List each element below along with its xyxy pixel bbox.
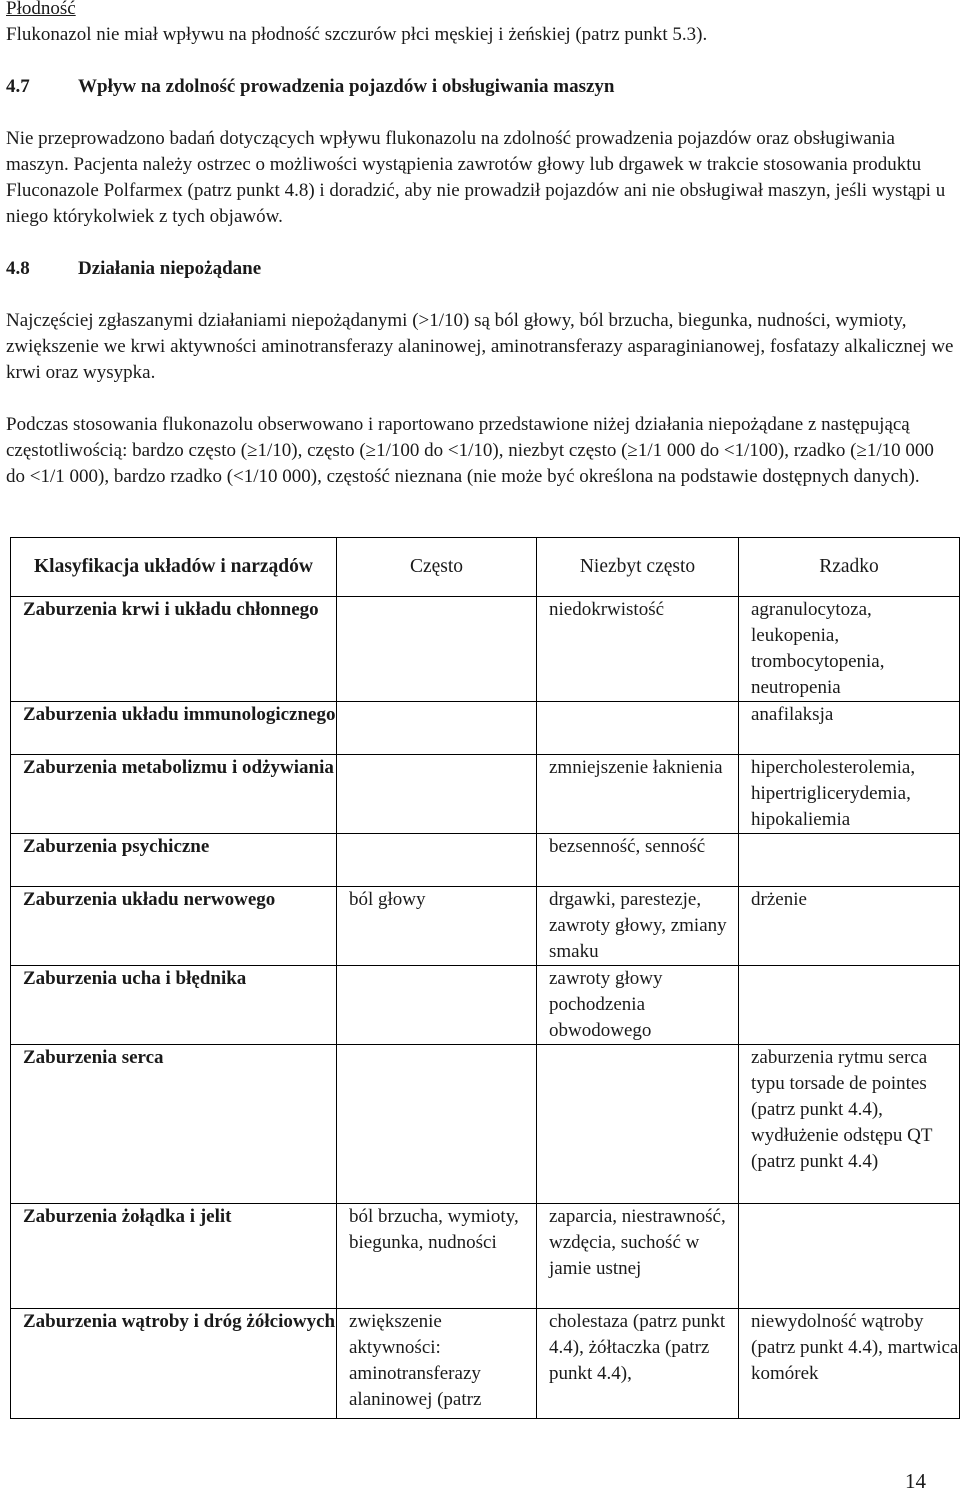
common-cell: ból brzucha, wymioty, biegunka, nudności — [337, 1204, 537, 1309]
table-row — [11, 1204, 960, 1309]
section-4-7-text: Nie przeprowadzono badań dotyczących wpływu flukonazolu na zdolność prowadzenia pojazdów oraz obsługiwania maszyn. Pacjenta należy ostrzec o możliwości wystąpienia zawrotów głowy lub drgawek w trakcie stosowania produktu Fluconazole Polfarmex (patrz punkt 4.8) i doradzić, aby nie prowadził pojazdów ani nie obsługiwał maszyn, jeśli wystąpi u niego którykolwiek z tych objawów. — [6, 128, 946, 227]
rare-cell: niewydolność wątroby (patrz punkt 4.4), martwica komórek — [739, 1309, 960, 1419]
rare-cell: zaburzenia rytmu serca typu torsade de pointes (patrz punkt 4.4), wydłużenie odstępu QT (patrz punkt 4.4) — [739, 1045, 960, 1204]
organ-cell: Zaburzenia ucha i błędnika — [11, 966, 337, 1045]
common-cell — [337, 1045, 537, 1204]
fertility-heading: Płodność — [6, 0, 76, 19]
header-uncommon: Niezbyt często — [537, 538, 739, 597]
rare-cell: anafilaksja — [739, 702, 960, 755]
section-4-8-para1: Najczęściej zgłaszanymi działaniami niepożądanymi (>1/10) są ból głowy, ból brzucha, biegunka, nudności, wymioty, zwiększenie we krwi aktywności aminotransferazy alaninowej, aminotransferazy asparaginianowej, fosfatazy alkalicznej we krwi oraz wysypka. — [6, 310, 954, 383]
uncommon-cell: zawroty głowy pochodzenia obwodowego — [537, 966, 739, 1045]
common-cell: zwiększenie aktywności: aminotransferazy alaninowej (patrz — [337, 1309, 537, 1419]
section-4-7-heading: 4.7 Wpływ na zdolność prowadzenia pojazdów i obsługiwania maszyn — [6, 76, 615, 97]
uncommon-cell: cholestaza (patrz punkt 4.4), żółtaczka (patrz punkt 4.4), — [537, 1309, 739, 1419]
table-row — [11, 1309, 960, 1419]
page-number: 14 — [905, 1469, 926, 1493]
organ-cell: Zaburzenia serca — [11, 1045, 337, 1204]
header-organ-class: Klasyfikacja układów i narządów — [11, 538, 337, 597]
common-cell — [337, 834, 537, 887]
organ-cell: Zaburzenia psychiczne — [11, 834, 337, 887]
uncommon-cell: niedokrwistość — [537, 597, 739, 702]
rare-cell: drżenie — [739, 887, 960, 966]
document-page — [6, 0, 956, 490]
table-row — [11, 597, 960, 702]
organ-cell: Zaburzenia układu nerwowego — [11, 887, 337, 966]
common-cell: ból głowy — [337, 887, 537, 966]
table-header-row — [11, 538, 960, 597]
organ-cell: Zaburzenia układu immunologicznego — [11, 702, 337, 755]
common-cell — [337, 966, 537, 1045]
table-row — [11, 887, 960, 966]
table-row — [11, 966, 960, 1045]
common-cell — [337, 597, 537, 702]
uncommon-cell: bezsenność, senność — [537, 834, 739, 887]
organ-cell: Zaburzenia metabolizmu i odżywiania — [11, 755, 337, 834]
uncommon-cell — [537, 1045, 739, 1204]
uncommon-cell: zmniejszenie łaknienia — [537, 755, 739, 834]
header-common: Często — [337, 538, 537, 597]
table-row — [11, 1045, 960, 1204]
uncommon-cell: zaparcia, niestrawność, wzdęcia, suchość w jamie ustnej — [537, 1204, 739, 1309]
adverse-reactions-table — [10, 537, 960, 1419]
uncommon-cell: drgawki, parestezje, zawroty głowy, zmiany smaku — [537, 887, 739, 966]
organ-cell: Zaburzenia wątroby i dróg żółciowych — [11, 1309, 337, 1419]
table-row — [11, 834, 960, 887]
table-row — [11, 755, 960, 834]
rare-cell — [739, 834, 960, 887]
header-rare: Rzadko — [739, 538, 960, 597]
fertility-text: Flukonazol nie miał wpływu na płodność szczurów płci męskiej i żeńskiej (patrz punkt 5.3). — [6, 24, 708, 45]
rare-cell: hipercholesterolemia, hipertriglicerydemia, hipokaliemia — [739, 755, 960, 834]
section-4-8-para2: Podczas stosowania flukonazolu obserwowano i raportowano przedstawione niżej działania niepożądane z następującą częstotliwością: bardzo często (≥1/10), często (≥1/100 do <1/10), niezbyt często (≥1/1 000 do <1/100), rzadko (≥1/10 000 do <1/1 000), bardzo rzadko (<1/10 000), częstość nieznana (nie może być określona na podstawie dostępnych danych). — [6, 414, 934, 487]
common-cell — [337, 755, 537, 834]
organ-cell: Zaburzenia krwi i układu chłonnego — [11, 597, 337, 702]
section-4-8-heading: 4.8 Działania niepożądane — [6, 258, 262, 279]
table-row — [11, 702, 960, 755]
rare-cell: agranulocytoza, leukopenia, trombocytopenia, neutropenia — [739, 597, 960, 702]
organ-cell: Zaburzenia żołądka i jelit — [11, 1204, 337, 1309]
common-cell — [337, 702, 537, 755]
uncommon-cell — [537, 702, 739, 755]
rare-cell — [739, 1204, 960, 1309]
rare-cell — [739, 966, 960, 1045]
